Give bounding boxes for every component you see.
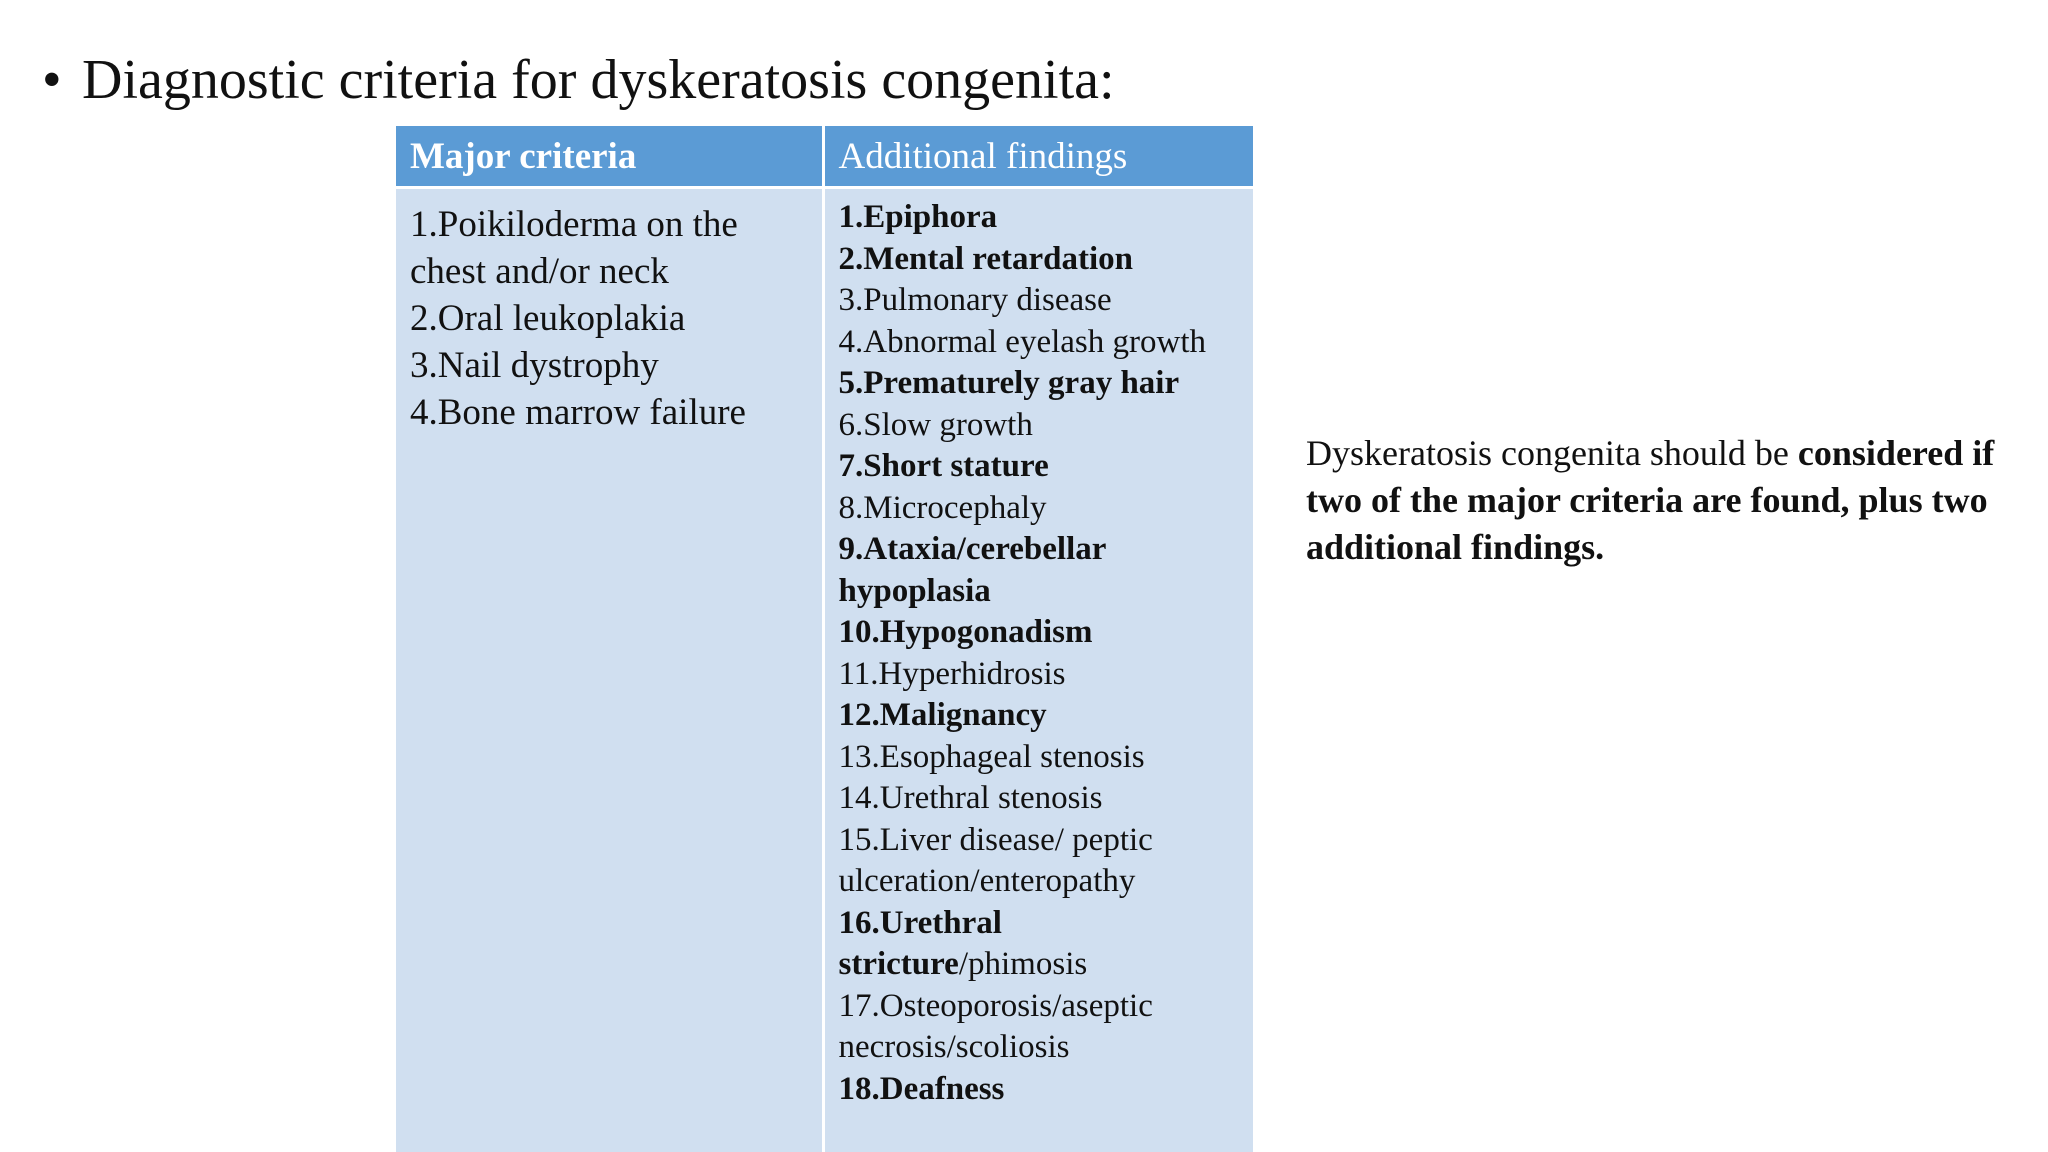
major-criteria-list xyxy=(410,197,808,436)
additional-finding: 4.Abnormal eyelash growth xyxy=(838,323,1206,360)
header-major-criteria: Major criteria xyxy=(396,126,823,188)
additional-finding: 1.Epiphora xyxy=(838,199,998,235)
slide-title-text: Diagnostic criteria for dyskeratosis congenita: xyxy=(82,49,1115,111)
major-criterion: 2.Oral leukoplakia xyxy=(410,298,686,339)
note-bold-text: considered if two of the major criteria are found, plus two additional findings. xyxy=(1306,433,1995,567)
additional-finding: 9.Ataxia/cerebellar hypoplasia xyxy=(838,531,1106,609)
additional-finding: 10.Hypogonadism xyxy=(838,614,1093,650)
major-criterion: 1.Poikiloderma on the chest and/or neck xyxy=(410,204,738,292)
additional-finding: 3.Pulmonary disease xyxy=(838,282,1112,318)
criteria-note xyxy=(1306,430,2006,571)
additional-finding: 11.Hyperhidrosis xyxy=(838,655,1066,692)
additional-finding-16 xyxy=(839,903,1240,986)
slide-title xyxy=(42,44,1115,116)
additional-finding: 18.Deafness xyxy=(838,1070,1005,1107)
bullet-marker: • xyxy=(42,49,62,111)
additional-finding-bold-part: 16.Urethral stricture xyxy=(838,904,1002,982)
major-criterion: 3.Nail dystrophy xyxy=(410,345,659,386)
table-header-row xyxy=(396,126,1253,188)
note-regular-text: Dyskeratosis congenita should be xyxy=(1306,433,1789,473)
additional-findings-cell xyxy=(823,188,1253,1152)
major-criteria-cell xyxy=(396,188,823,1152)
additional-finding: 17.Osteoporosis/aseptic necrosis/scoliosis xyxy=(838,987,1153,1065)
additional-findings-list xyxy=(839,197,1240,1110)
additional-finding: 6.Slow growth xyxy=(838,406,1033,443)
criteria-table xyxy=(396,126,1253,1152)
major-criterion: 4.Bone marrow failure xyxy=(410,392,746,433)
header-additional-findings: Additional findings xyxy=(823,126,1253,188)
additional-finding: 7.Short stature xyxy=(838,448,1049,484)
additional-finding: 13.Esophageal stenosis xyxy=(838,738,1145,775)
additional-finding: 2.Mental retardation xyxy=(838,240,1134,277)
additional-finding: 12.Malignancy xyxy=(838,697,1047,733)
additional-finding: 8.Microcephaly xyxy=(838,489,1047,526)
additional-finding: 14.Urethral stenosis xyxy=(838,780,1103,816)
additional-finding: 15.Liver disease/ peptic ulceration/enteropathy xyxy=(838,821,1153,899)
table-body-row xyxy=(396,188,1253,1152)
additional-finding-regular-part: /phimosis xyxy=(958,946,1088,982)
additional-finding: 5.Prematurely gray hair xyxy=(838,365,1180,401)
